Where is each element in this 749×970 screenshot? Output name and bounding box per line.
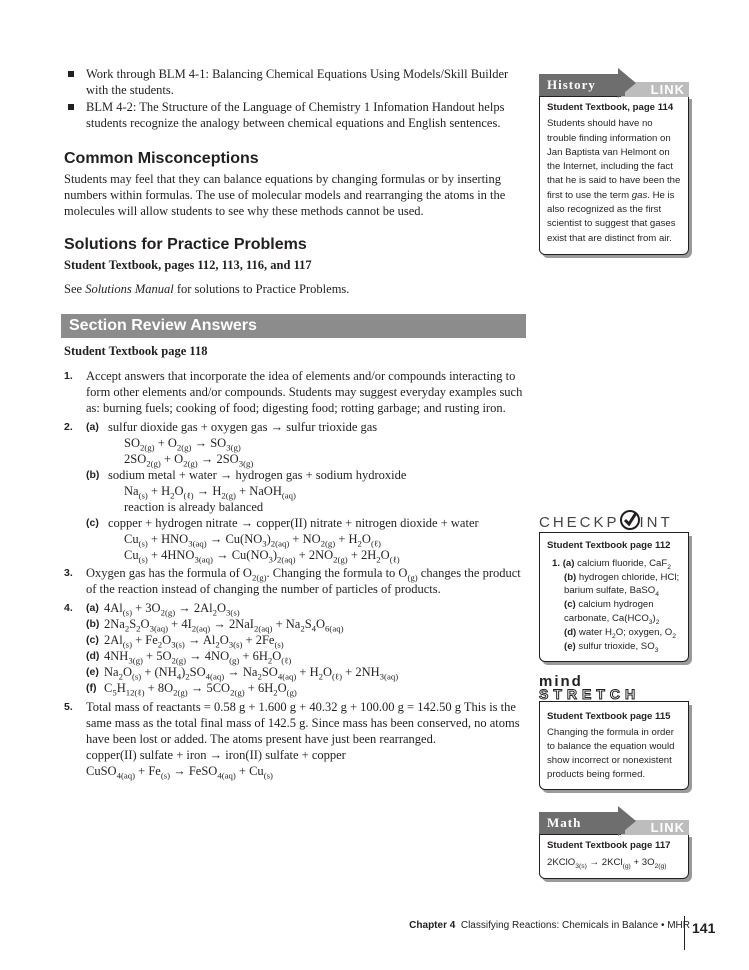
bullet-item: BLM 4-2: The Structure of the Language of Chemistry 1 Infomation Handout helps students recognize the analogy between chemical equations and English sentences.: [64, 99, 526, 131]
link-label: LINK: [621, 82, 689, 97]
mind-label: mind: [539, 673, 583, 691]
practice-see-text: See Solutions Manual for solutions to Practice Problems.: [64, 282, 350, 296]
review-answer-5: 5. Total mass of reactants = 0.58 g + 1.600 g + 40.32 g + 100.00 g = 142.50 g This is the same mass as the total final mass of 142.5 g. Since mass has been conserved, no atoms have been lost or added. The atoms present have just been rearranged. copper(II) sulfate + iron → iron(II) sulfate + copper CuSO$_{4(aq)}$ + $Fe_{(s)}$ → FeSO$_{4(aq)}$ + $Cu_{(s)}$: [64, 700, 520, 781]
page-number: 141: [684, 916, 715, 950]
misconceptions-heading: Common Misconceptions: [64, 150, 259, 167]
main-column: [64, 66, 526, 779]
math-equation: 2KClO$_{3(s)}$ → $2KCl_{(g)} + 3O_{2(g)}$: [547, 856, 667, 870]
bullet-item: Work through BLM 4-1: Balancing Chemical Equations Using Models/Skill Builder with the students.: [64, 66, 526, 98]
math-tab: Math: [539, 812, 625, 834]
footer-chapter: Chapter 4: [409, 920, 456, 931]
link-label: LINK: [621, 820, 689, 835]
page-footer: [370, 920, 690, 931]
arrow-icon: [618, 806, 636, 836]
checkpoint-box: [539, 510, 689, 662]
solutions-manual-title: Solutions Manual: [85, 282, 174, 296]
misconceptions-body: Students may feel that they can balance equations by changing formulas or by inserting numbers within formulas. The use of molecular models and rearranging the atoms in the molecules will allow students to see why these methods cannot be used.: [64, 172, 506, 218]
math-ref: Student Textbook page 117: [547, 840, 671, 852]
history-tab: History: [539, 74, 625, 96]
answer-number: 1.: [64, 370, 73, 382]
practice-heading: Solutions for Practice Problems: [64, 236, 307, 253]
answer-number: 4.: [64, 602, 73, 614]
review-answer-1: 1. Accept answers that incorporate the idea of elements and/or compounds interacting to form other elements and/or compounds. Students may suggest everyday examples such as: burning fuels; cooking of food; digesting food; rotting garbage; and rusting iron.: [64, 369, 523, 415]
mindstretch-box: [539, 673, 689, 790]
practice-pages: Student Textbook, pages 112, 113, 116, and 117: [64, 258, 312, 272]
footer-title: Classifying Reactions: Chemicals in Balance • MHR: [460, 920, 690, 931]
mindstretch-ref: Student Textbook page 115: [547, 711, 671, 723]
mindstretch-body: Changing the formula in order to balance the equation would show incorrect or nonexistent products being formed.: [547, 727, 675, 780]
history-body: Students should have no trouble finding information on Jan Baptista van Helmont on the Internet, including the fact that he is said to have been the first to use the term gas. He is also recognized as the first scientist to suggest that gases exist that are distinct from air.: [547, 118, 681, 244]
review-answer-4: 4. (a) $4Al_{(s)} + 3O_{2(g)} \to 2Al_2O_{3(s)}$ (b) $2Na_2S_2O_{3(aq)} + 4I_{2(aq)} \to 2NaI_{2(aq)} + Na_2S_4O_{6(aq)}$ (c) $2Al_{(s)} + Fe_2O_{3(s)} \to Al_2O_{3(s)} + 2Fe_{(s)}$ (d) $4NH_{3(g)} + 5O_{2(g)} \to 4NO_{(g)} + 6H_2O_{(\ell)}$ (e) $Na_2O_{(s)} + (NH_4)_2SO_{4(aq)} \to Na_2SO_{4(aq)} + H_2O_{(\ell)} + 2NH_{3(aq)}$ (f) $C_5H_{12(\ell)} + 8O_{2(g)} \to 5CO_{2(g)} + 6H_2O_{(g)}$: [64, 601, 399, 698]
checkpoint-ref: Student Textbook page 112: [547, 539, 671, 551]
math-link-box: [539, 804, 689, 879]
sidebar: [539, 66, 689, 879]
history-ref: Student Textbook, page 114: [547, 102, 674, 113]
checkpoint-title: CHECKP INT: [539, 510, 689, 533]
stretch-label: STRETCH: [539, 688, 689, 702]
answer-number: 5.: [64, 701, 73, 713]
section-review-banner: Section Review Answers: [61, 314, 526, 338]
checkpoint-answers: 1. (a) calcium fluoride, CaF$_2$ (b) hydrogen chloride, HCl; barium sulfate, BaSO$_4$ (c) calcium hydrogen carbonate, $Ca(HCO_3)_2$ (d) water $H_2O$; oxygen, $O_2$ (e) sulfur trioxide, $SO_3$: [552, 557, 680, 654]
review-page-ref: Student Textbook page 118: [64, 344, 208, 358]
review-answer-2: 2. (a) sulfur dioxide gas + oxygen gas → sulfur trioxide gas $SO_{2(g)} + O_{2(g)} \to SO_{3(g)}$ $2SO_{2(g)} + O_{2(g)} \to 2SO_{3(g)}$ (b) sodium metal + water → hydrogen gas + sodium hydroxide $Na_{(s)} + H_2O_{(\ell)} \to H_{2(g)}$ + NaOH$_{(aq)}$ reaction is already balanced (c) copper + hydrogen nitrate → copper(II) nitrate + nitrogen dioxide + water $Cu_{(s)} + HNO_{3(aq)} \to Cu(NO_3)_{2(aq)} + NO_{2(g)} + H_2O_{(\ell)}$ $Cu_{(s)} + 4HNO_{3(aq)} \to Cu(NO_3)_{2(aq)} + 2NO_{2(g)} + 2H_2O_{(\ell)}$: [64, 420, 479, 565]
check-icon: [620, 510, 640, 530]
answer-number: 3.: [64, 567, 73, 579]
review-answer-3: 3. Oxygen gas has the formula of $O_{2(g)}$. Changing the formula to $O_{(g)}$ changes the product of the reaction instead of changing the number of particles of products.: [64, 566, 521, 596]
history-link-box: [539, 66, 689, 255]
arrow-icon: [618, 68, 636, 98]
answer-number: 2.: [64, 421, 73, 433]
